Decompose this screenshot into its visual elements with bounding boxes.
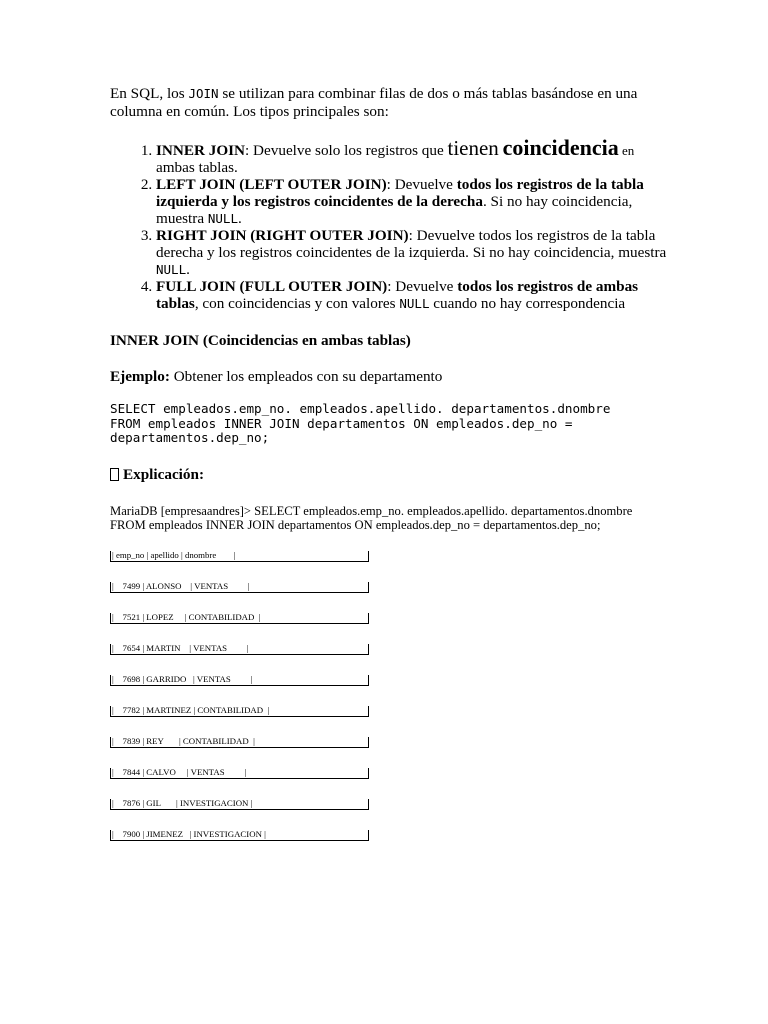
table-row: | emp_no | apellido | dnombre | <box>110 551 369 562</box>
item-text: . <box>186 261 190 278</box>
intro-text: En SQL, los <box>110 85 189 102</box>
join-types-list <box>110 135 670 312</box>
intro-paragraph <box>110 85 670 121</box>
list-item-inner-join <box>156 135 670 176</box>
item-text: : Devuelve <box>386 176 457 193</box>
sql-code-block: SELECT empleados.emp_no. empleados.apellido. departamentos.dnombre FROM empleados INNER JOIN departamentos ON empleados.dep_no = departamentos.dep_no; <box>110 401 611 445</box>
item-text: cuando no hay correspondencia <box>429 295 626 312</box>
null-code: NULL <box>207 211 238 226</box>
item-text-bold: todos los registros de ambas tablas <box>156 278 639 312</box>
explanation-label: Explicación: <box>123 465 205 483</box>
item-text: . Si no hay coincidencia, muestra <box>156 193 633 227</box>
item-text: : Devuelve todos los registros de la tabla derecha y los registros coincidentes de la izquierda. Si no hay coincidencia, muestra <box>156 227 667 261</box>
intro-code: JOIN <box>188 86 219 101</box>
table-row: | 7698 | GARRIDO | VENTAS | <box>110 675 369 686</box>
list-item-full-join <box>156 278 670 312</box>
null-code: NULL <box>156 262 187 277</box>
item-text-bold: todos los registros de la tabla izquierda y los registros coincidentes de la derecha <box>156 176 644 210</box>
example-text: Obtener los empleados con su departamento <box>169 368 443 385</box>
join-type-name: INNER JOIN <box>156 142 246 159</box>
table-row: | 7499 | ALONSO | VENTAS | <box>110 582 369 593</box>
document-body <box>110 85 670 861</box>
example-label: Ejemplo: <box>110 368 170 385</box>
table-row: | 7876 | GIL | INVESTIGACION | <box>110 799 369 810</box>
null-code: NULL <box>399 296 430 311</box>
join-type-name: FULL JOIN (FULL OUTER JOIN) <box>156 278 388 295</box>
table-row: | 7654 | MARTIN | VENTAS | <box>110 644 369 655</box>
table-row: | 7900 | JIMENEZ | INVESTIGACION | <box>110 830 369 841</box>
explanation-heading <box>110 466 670 484</box>
list-item-right-join <box>156 227 670 278</box>
table-row: | 7839 | REY | CONTABILIDAD | <box>110 737 369 748</box>
query-text: MariaDB [empresaandres]> SELECT empleados.emp_no. empleados.apellido. departamentos.dnombre FROM empleados INNER JOIN departamentos ON empleados.dep_no = departamentos.dep_no; <box>110 503 633 532</box>
item-text-small: en <box>618 143 635 158</box>
item-text: , con coincidencias y con valores <box>194 295 400 312</box>
table-row: | 7521 | LOPEZ | CONTABILIDAD | <box>110 613 369 624</box>
table-row: | 7844 | CALVO | VENTAS | <box>110 768 369 779</box>
item-text-large: tienen <box>447 136 499 160</box>
item-text: : Devuelve solo los registros que <box>245 142 448 159</box>
item-text: ambas tablas. <box>156 159 238 176</box>
item-text-large-bold: coincidencia <box>502 135 619 160</box>
join-type-name: LEFT JOIN (LEFT OUTER JOIN) <box>156 176 387 193</box>
item-text: . <box>237 210 242 227</box>
result-table <box>110 551 670 841</box>
intro-text-end: se utilizan para combinar filas de dos o más tablas basándose en una columna en común. Los tipos principales son: <box>110 85 638 120</box>
join-type-name: RIGHT JOIN (RIGHT OUTER JOIN) <box>156 227 409 244</box>
item-text: : Devuelve <box>387 278 458 295</box>
missing-glyph-icon <box>110 468 119 481</box>
table-row: | 7782 | MARTINEZ | CONTABILIDAD | <box>110 706 369 717</box>
example-line <box>110 368 670 386</box>
section-heading: INNER JOIN (Coincidencias en ambas tablas) <box>110 332 411 349</box>
list-item-left-join <box>156 176 670 227</box>
